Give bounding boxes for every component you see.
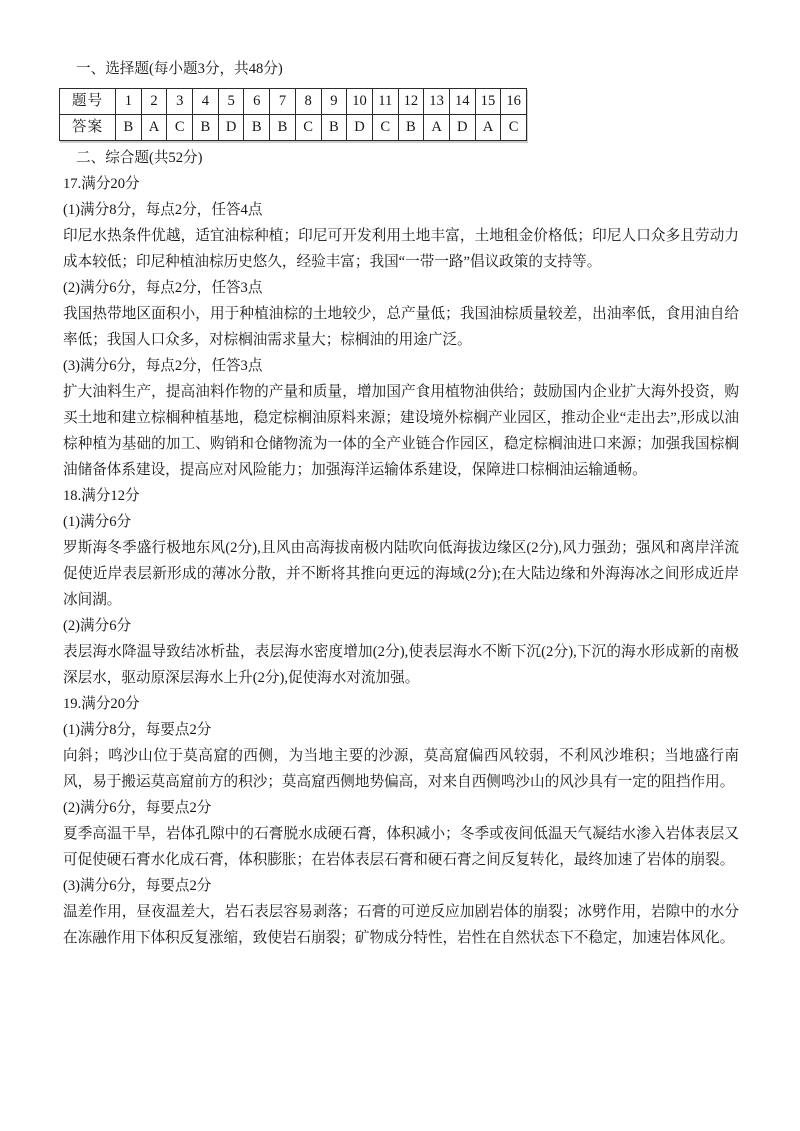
- answer-cell: A: [424, 115, 450, 141]
- part-body: 印尼水热条件优越，适宜油棕种植；印尼可开发利用土地丰富，土地租金价格低；印尼人口众多且劳动力成本较低；印尼种植油棕历史悠久，经验丰富；我国“一带一路”倡议政策的支持等。: [63, 228, 739, 270]
- answer-cell: D: [347, 115, 373, 141]
- question-17-block: [63, 171, 739, 483]
- question-number-cell: 10: [347, 89, 373, 115]
- answer-cell: B: [321, 115, 347, 141]
- part-heading: (2)满分6分，每要点2分: [63, 800, 212, 816]
- part-heading: (3)满分6分，每要点2分: [63, 878, 212, 894]
- answer-cell: B: [193, 115, 219, 141]
- part-heading: (1)满分6分: [63, 514, 132, 530]
- part-heading: (3)满分6分，每点2分，任答3点: [63, 358, 263, 374]
- section-comprehensive-title: 二、综合题(共52分): [76, 150, 203, 166]
- part-heading: (2)满分6分，每点2分，任答3点: [63, 280, 263, 296]
- part-body: 温差作用，昼夜温差大，岩石表层容易剥落；石膏的可逆反应加剧岩体的崩裂；冰劈作用，岩隙中的水分在冻融作用下体积反复涨缩，致使岩石崩裂；矿物成分特性，岩性在自然状态下不稳定，加速岩体风化。: [63, 904, 739, 946]
- answer-cell: B: [270, 115, 296, 141]
- question-number-cell: 3: [167, 89, 193, 115]
- answer-cell: B: [244, 115, 270, 141]
- table-row-answers: [60, 115, 527, 141]
- question-number-cell: 15: [475, 89, 501, 115]
- part-body: 我国热带地区面积小，用于种植油棕的土地较少，总产量低；我国油棕质量较差，出油率低，食用油自给率低；我国人口众多，对棕榈油需求量大；棕榈油的用途广泛。: [63, 306, 739, 348]
- question-number-cell: 14: [449, 89, 475, 115]
- row-label-answer: 答案: [60, 115, 116, 141]
- question-number-cell: 16: [501, 89, 527, 115]
- question-number-cell: 4: [193, 89, 219, 115]
- part-heading: (1)满分8分，每要点2分: [63, 722, 212, 738]
- question-title: 19.满分20分: [63, 696, 140, 712]
- table-row-question-numbers: [60, 89, 527, 115]
- answer-cell: B: [116, 115, 142, 141]
- answer-cell: C: [167, 115, 193, 141]
- question-number-cell: 8: [295, 89, 321, 115]
- answer-cell: B: [398, 115, 424, 141]
- answer-table: [59, 88, 527, 141]
- part-body: 向斜；鸣沙山位于莫高窟的西侧，为当地主要的沙源，莫高窟偏西风较弱，不利风沙堆积；当地盛行南风，易于搬运莫高窟前方的积沙；莫高窟西侧地势偏高，对来自西侧鸣沙山的风沙具有一定的阻挡作用。: [63, 748, 739, 790]
- part-body: 表层海水降温导致结冰析盐，表层海水密度增加(2分),使表层海水不断下沉(2分),下沉的海水形成新的南极深层水，驱动原深层海水上升(2分),促使海水对流加强。: [63, 644, 739, 686]
- answer-cell: C: [501, 115, 527, 141]
- part-body: 罗斯海冬季盛行极地东风(2分),且风由高海拔南极内陆吹向低海拔边缘区(2分),风力强劲；强风和离岸洋流促使近岸表层新形成的薄冰分散，并不断将其推向更远的海域(2分);在大陆边缘和外海海冰之间形成近岸冰间湖。: [63, 540, 739, 608]
- part-heading: (2)满分6分: [63, 618, 132, 634]
- question-number-cell: 5: [218, 89, 244, 115]
- question-number-cell: 6: [244, 89, 270, 115]
- question-title: 18.满分12分: [63, 488, 140, 504]
- question-18-block: [63, 483, 739, 691]
- part-body: 扩大油料生产，提高油料作物的产量和质量，增加国产食用植物油供给；鼓励国内企业扩大海外投资，购买土地和建立棕榈种植基地，稳定棕榈油原料来源；建设境外棕榈产业园区，推动企业“走出去”,形成以油棕种植为基础的加工、购销和仓储物流为一体的全产业链合作园区，稳定棕榈油进口来源；加强我国棕榈油储备体系建设，提高应对风险能力；加强海洋运输体系建设，保障进口棕榈油运输通畅。: [63, 384, 739, 478]
- part-heading: (1)满分8分，每点2分，任答4点: [63, 202, 263, 218]
- row-label-question-number: 题号: [60, 89, 116, 115]
- part-body: 夏季高温干旱，岩体孔隙中的石膏脱水成硬石膏，体积减小；冬季或夜间低温天气凝结水渗入岩体表层又可促使硬石膏水化成石膏，体积膨胀；在岩体表层石膏和硬石膏之间反复转化，最终加速了岩体的崩裂。: [63, 826, 739, 868]
- answer-cell: A: [141, 115, 167, 141]
- question-number-cell: 13: [424, 89, 450, 115]
- answer-cell: C: [372, 115, 398, 141]
- question-19-block: [63, 691, 739, 951]
- answer-cell: D: [218, 115, 244, 141]
- section-choice-title: 一、选择题(每小题3分，共48分): [76, 61, 283, 77]
- question-number-cell: 2: [141, 89, 167, 115]
- question-number-cell: 12: [398, 89, 424, 115]
- answer-cell: D: [449, 115, 475, 141]
- question-number-cell: 7: [270, 89, 296, 115]
- question-number-cell: 9: [321, 89, 347, 115]
- answer-cell: C: [295, 115, 321, 141]
- question-number-cell: 1: [116, 89, 142, 115]
- question-title: 17.满分20分: [63, 176, 140, 192]
- answer-cell: A: [475, 115, 501, 141]
- question-number-cell: 11: [372, 89, 398, 115]
